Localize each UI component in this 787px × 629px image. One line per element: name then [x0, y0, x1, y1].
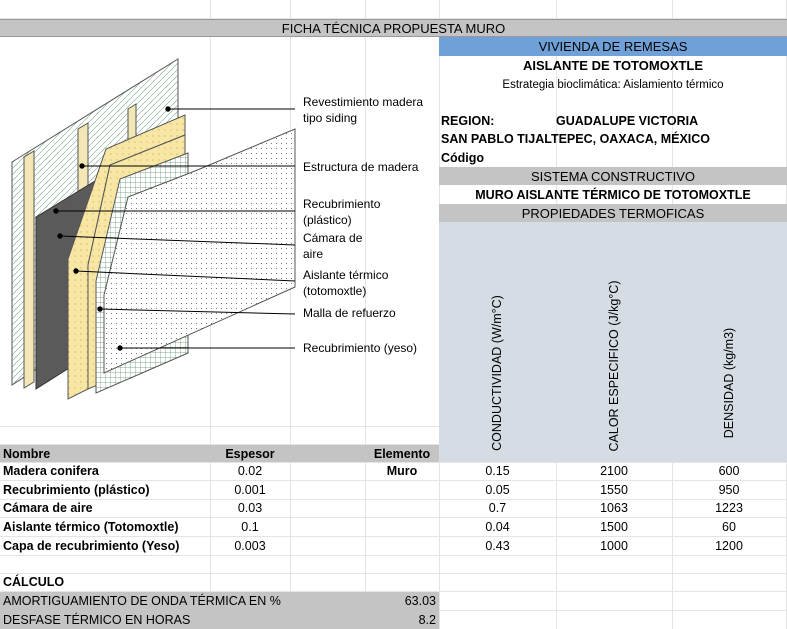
system-value: MURO AISLANTE TÉRMICO DE TOTOMOXTLE [475, 187, 751, 202]
row-thickness: 0.001 [234, 483, 266, 497]
row-density: 60 [722, 520, 736, 534]
system-header: SISTEMA CONSTRUCTIVO [439, 167, 787, 185]
label-plastic-line1: Recubrimiento [303, 197, 381, 211]
label-siding-line2: tipo siding [303, 111, 358, 125]
row-specific-heat: 2100 [600, 464, 628, 478]
region-label: REGION: [441, 113, 495, 128]
col-density: DENSIDAD (kg/m3) [722, 327, 736, 439]
calc-label: CÁLCULO [3, 575, 65, 589]
label-siding [303, 94, 423, 126]
col-specific-heat: CALOR ESPECIFICO (J/kg°C) [607, 280, 621, 452]
row-conductivity: 0.15 [485, 464, 510, 478]
stud [24, 151, 34, 388]
label-mesh: Malla de refuerzo [303, 306, 396, 320]
label-air-line1: Cámara de [303, 231, 363, 245]
result-label: AMORTIGUAMIENTO DE ONDA TÉRMICA EN % [3, 594, 281, 608]
row-name: Recubrimiento (plástico) [3, 483, 150, 497]
row-specific-heat: 1000 [600, 539, 628, 553]
row-name: Madera conifera [3, 464, 99, 478]
label-insulation-line1: Aislante térmico [303, 268, 389, 282]
region-value: GUADALUPE VICTORIA [556, 113, 699, 128]
row-conductivity: 0.43 [485, 539, 510, 553]
label-siding-line1: Revestimiento madera [303, 95, 424, 109]
header-thickness: Espesor [225, 446, 275, 461]
row-thickness: 0.03 [237, 501, 263, 515]
header-element: Elemento [373, 446, 431, 461]
project-name: VIVIENDA DE REMESAS [439, 37, 787, 56]
location-text: SAN PABLO TIJALTEPEC, OAXACA, MÉXICO [441, 131, 711, 146]
label-insulation [303, 267, 388, 299]
code-label: Código [441, 150, 485, 165]
row-conductivity: 0.7 [488, 501, 507, 515]
row-name: Cámara de aire [3, 501, 93, 515]
row-conductivity: 0.04 [485, 520, 510, 534]
row-specific-heat: 1550 [600, 483, 628, 497]
col-conductivity: CONDUCTIVIDAD (W/m°C) [490, 295, 504, 451]
label-air-line2: aire [303, 247, 324, 261]
strategy-text: Estrategia bioclimática: Aislamiento térmico [502, 78, 724, 91]
props-header: PROPIEDADES TERMOFICAS [439, 204, 787, 222]
row-thickness: 0.02 [237, 464, 263, 478]
label-plastic-line2: (plástico) [303, 213, 352, 227]
row-density: 1223 [715, 501, 743, 515]
row-specific-heat: 1500 [600, 520, 628, 534]
label-plaster: Recubrimiento (yeso) [303, 341, 418, 355]
header-name: Nombre [3, 446, 51, 461]
row-name: Capa de recubrimiento (Yeso) [3, 539, 180, 553]
row-density: 950 [718, 483, 740, 497]
product-name: AISLANTE DE TOTOMOXTLE [522, 58, 704, 73]
row-thickness: 0.003 [234, 539, 266, 553]
label-air [303, 230, 362, 262]
result-label: DESFASE TÉRMICO EN HORAS [3, 612, 191, 627]
row-thickness: 0.1 [241, 520, 259, 534]
row-specific-heat: 1063 [600, 501, 628, 515]
row-density: 1200 [715, 539, 743, 553]
row-density: 600 [718, 464, 740, 478]
sheet-title: FICHA TÉCNICA PROPUESTA MURO [0, 19, 787, 37]
result-value: 63.03 [404, 594, 436, 608]
row-conductivity: 0.05 [485, 483, 510, 497]
label-plastic [303, 196, 380, 228]
label-structure: Estructura de madera [303, 160, 419, 174]
label-insulation-line2: (totomoxtle) [303, 284, 367, 298]
row-element: Muro [386, 464, 418, 478]
row-name: Aislante térmico (Totomoxtle) [3, 520, 179, 534]
result-value: 8.2 [418, 612, 436, 627]
